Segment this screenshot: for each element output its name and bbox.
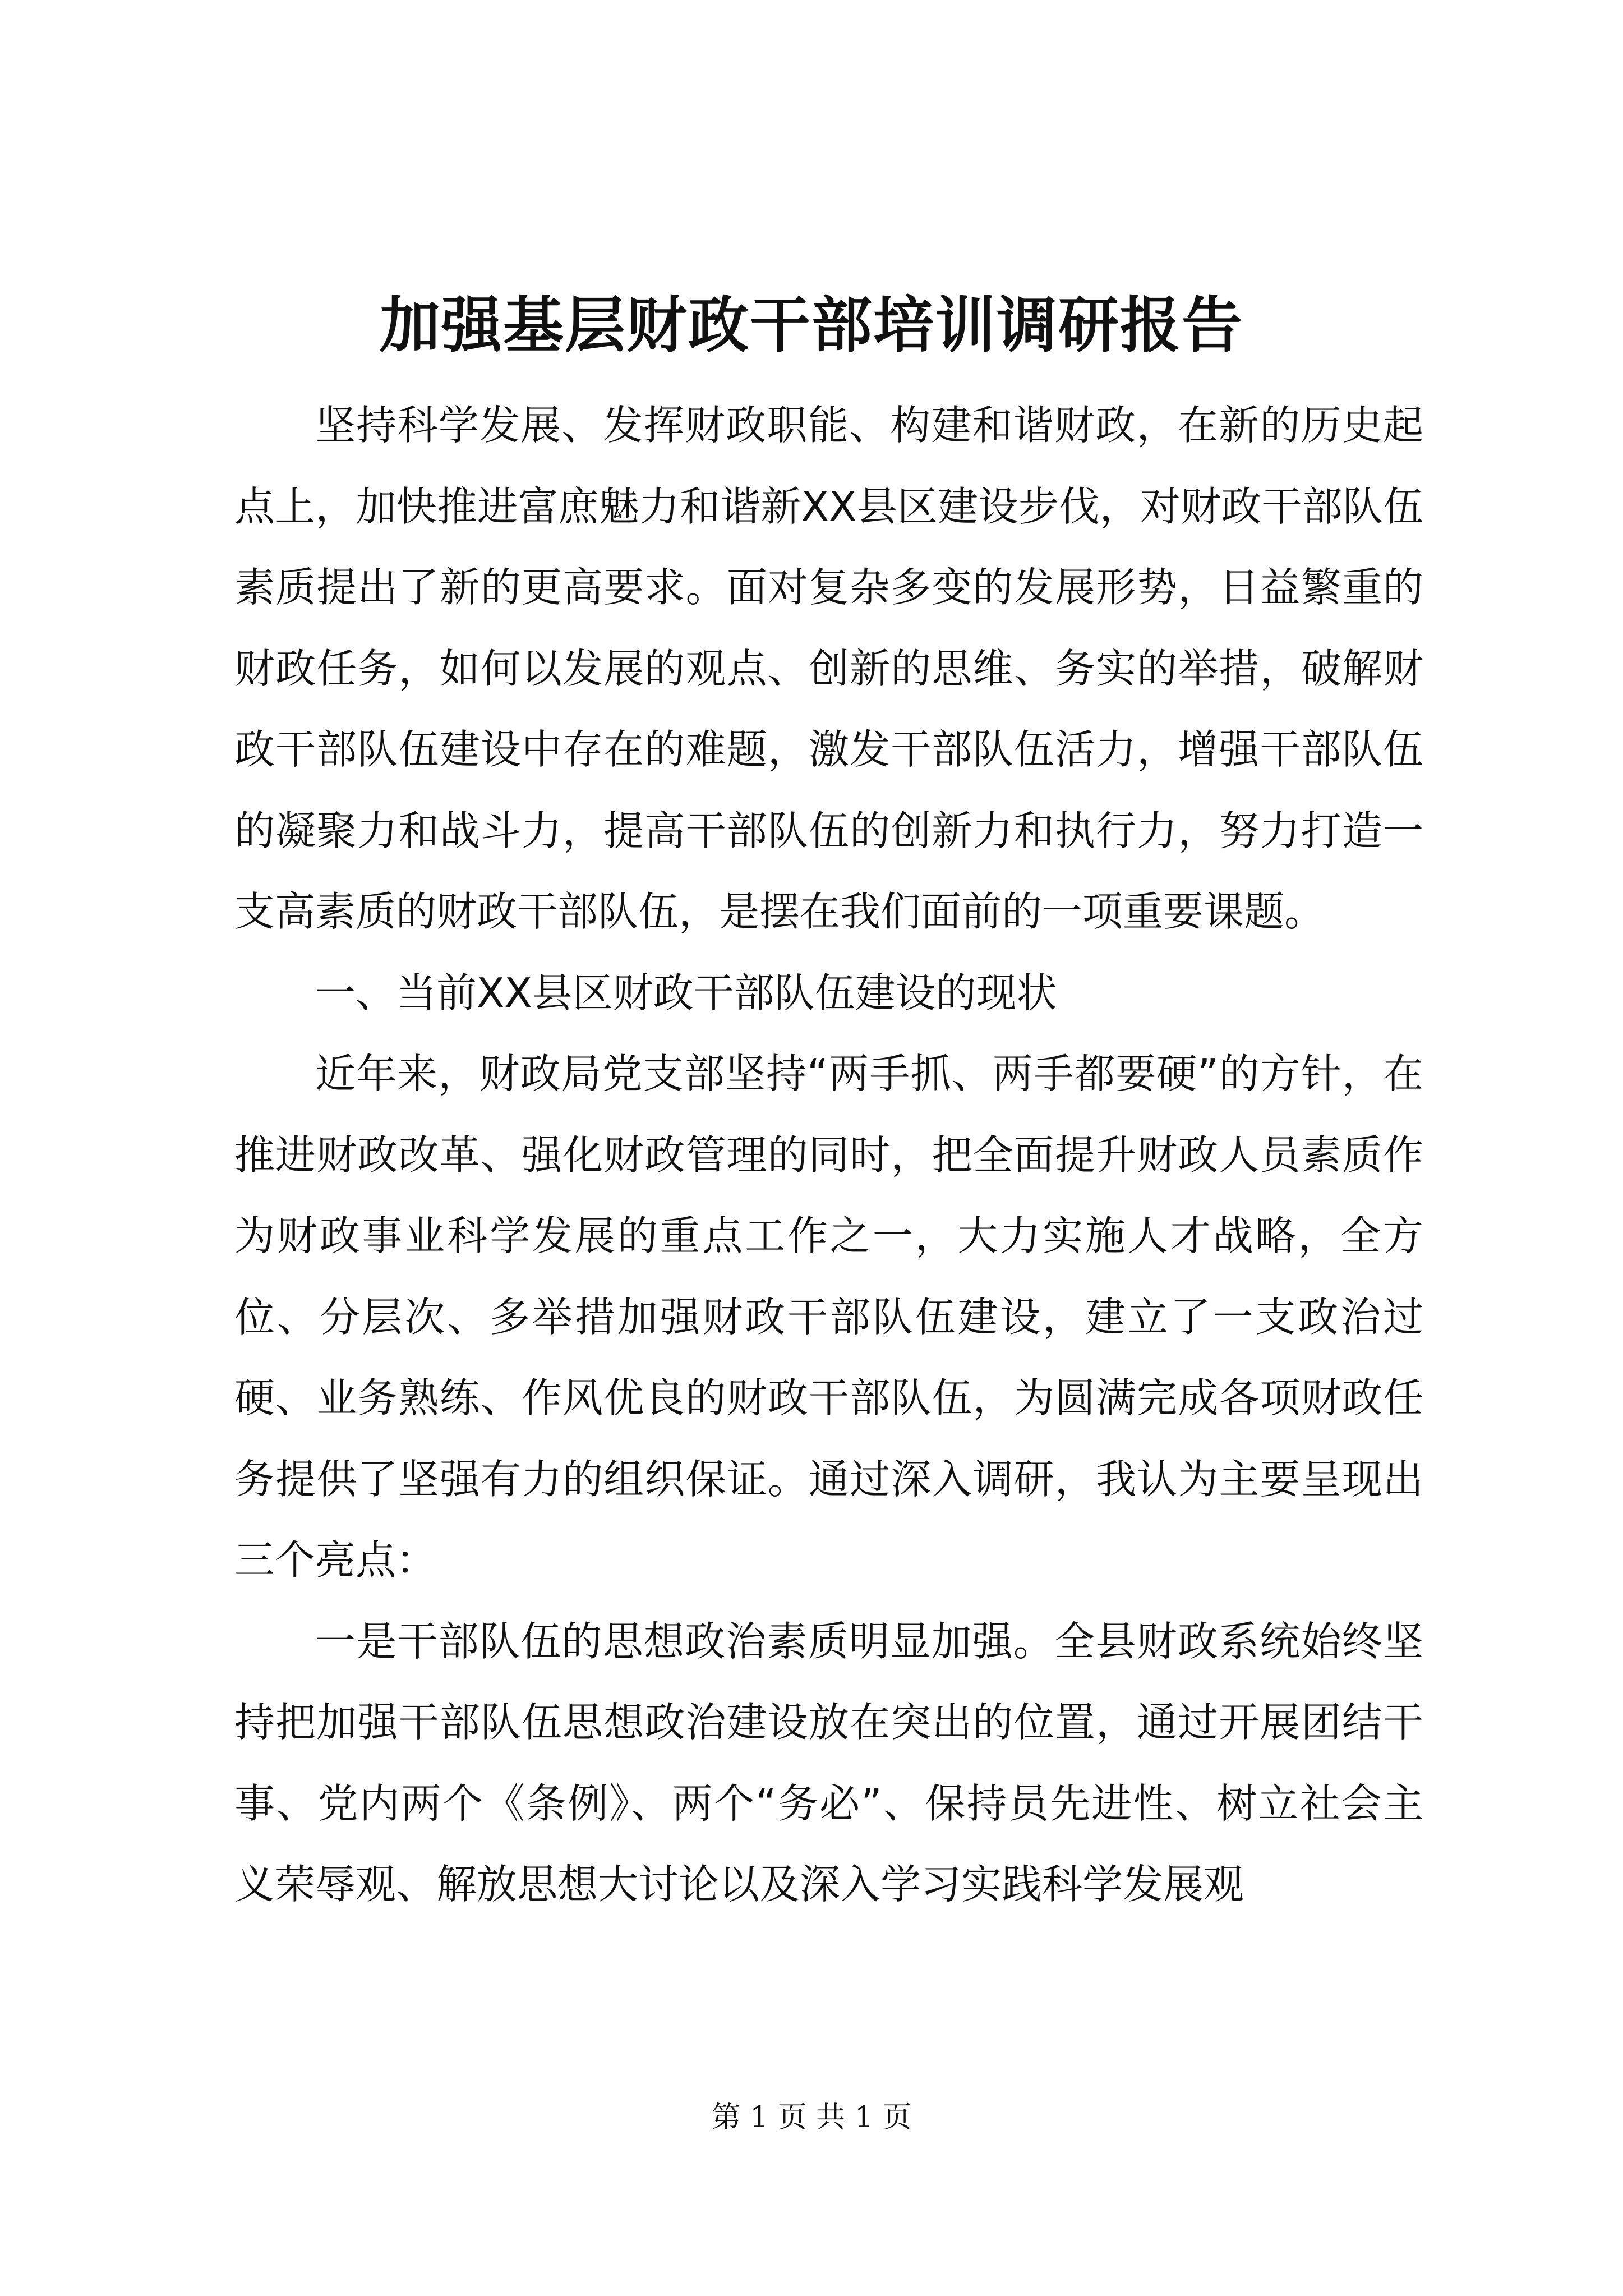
page-footer: 第 1 页 共 1 页 xyxy=(711,2101,912,2134)
paragraph-status: 近年来，财政局党支部坚持“两手抓、两手都要硬”的方针，在推进财政改革、强化财政管理的同时，把全面提升财政人员素质作为财政事业科学发展的重点工作之一，大力实施人才战略，全方位、分层次、多举措加强财政干部队伍建设，建立了一支政治过硬、业务熟练、作风优良的财政干部队伍，为圆满完成各项财政任务提供了坚强有力的组织保证。通过深入调研，我认为主要呈现出三个亮点： xyxy=(234,1050,1423,1584)
section-heading-1: 一、当前XX县区财政干部队伍建设的现状 xyxy=(315,969,1057,1016)
document-body xyxy=(234,385,1423,1925)
paragraph-intro: 坚持科学发展、发挥财政职能、构建和谐财政，在新的历史起点上，加快推进富庶魅力和谐新XX县区建设步伐，对财政干部队伍素质提出了新的更高要求。面对复杂多变的发展形势，日益繁重的财政任务，如何以发展的观点、创新的思维、务实的举措，破解财政干部队伍建设中存在的难题，激发干部队伍活力，增强干部队伍的凝聚力和战斗力，提高干部队伍的创新力和执行力，努力打造一支高素质的财政干部队伍，是摆在我们面前的一项重要课题。 xyxy=(234,402,1423,935)
paragraph-highlight-1: 一是干部队伍的思想政治素质明显加强。全县财政系统始终坚持把加强干部队伍思想政治建设放在突出的位置，通过开展团结干事、党内两个《条例》、两个“务必”、保持员先进性、树立社会主义荣辱观、解放思想大讨论以及深入学习实践科学发展观 xyxy=(234,1617,1423,1908)
document-title: 加强基层财政干部培训调研报告 xyxy=(379,290,1243,361)
